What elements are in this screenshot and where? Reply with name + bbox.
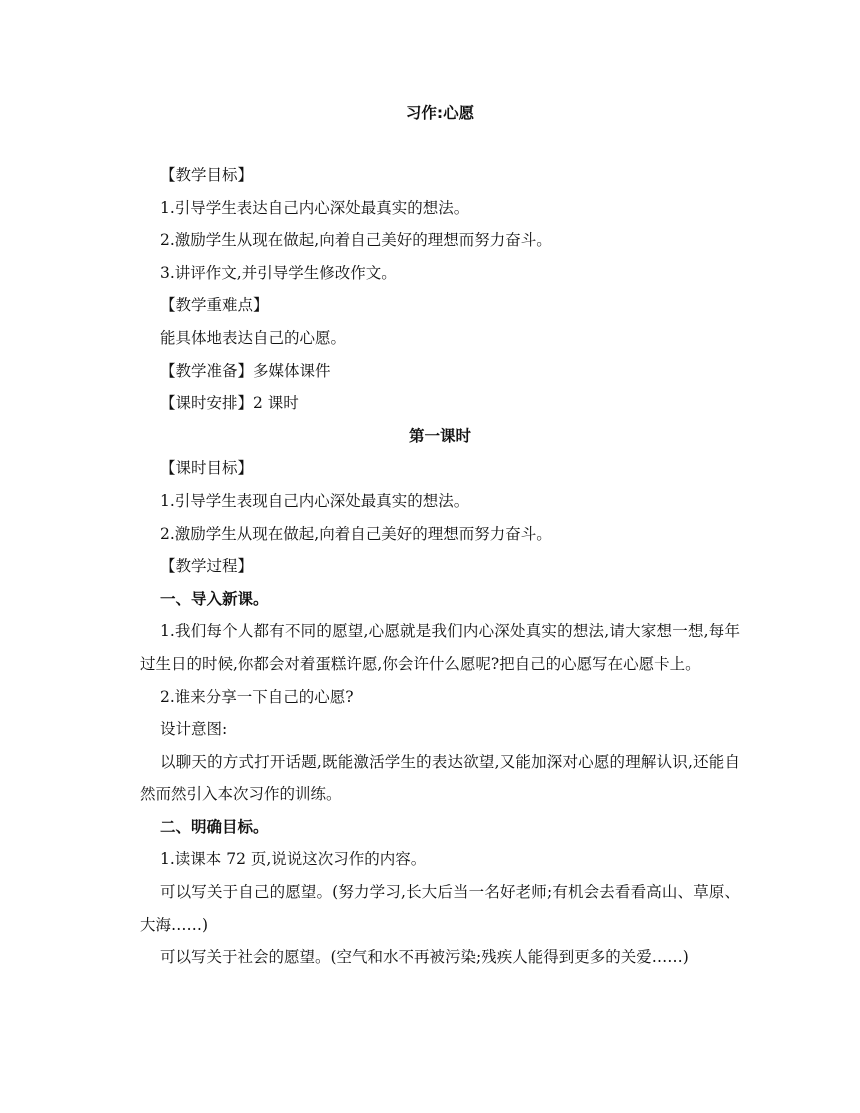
lesson1-objective-item-1: 1.引导学生表现自己内心深处最真实的想法。 bbox=[160, 491, 470, 510]
process-heading: 【教学过程】 bbox=[160, 557, 254, 576]
section2-paragraph-3: 可以写关于社会的愿望。(空气和水不再被污染;残疾人能得到更多的关爱……) bbox=[160, 948, 689, 967]
document-title: 习作:心愿 bbox=[405, 104, 475, 122]
preparation-line: 【教学准备】多媒体课件 bbox=[160, 361, 331, 380]
section2-paragraph-2: 可以写关于自己的愿望。(努力学习,长大后当一名好老师;有机会去看看高山、草原、大海……) bbox=[140, 883, 740, 934]
section2-paragraph-1: 1.读课本 72 页,说说这次习作的内容。 bbox=[160, 850, 427, 869]
section2-heading: 二、明确目标。 bbox=[160, 817, 269, 836]
design-intent-text: 以聊天的方式打开话题,既能激活学生的表达欲望,又能加深对心愿的理解认识,还能自然而然引入本次习作的训练。 bbox=[140, 752, 740, 804]
lesson1-objective-item-2: 2.激励学生从现在做起,向着自己美好的理想而努力奋斗。 bbox=[160, 524, 552, 543]
objective-item-1: 1.引导学生表达自己内心深处最真实的想法。 bbox=[160, 198, 470, 217]
lesson1-objectives-heading: 【课时目标】 bbox=[160, 459, 254, 478]
objective-item-3: 3.讲评作文,并引导学生修改作文。 bbox=[160, 263, 397, 282]
objective-item-2: 2.激励学生从现在做起,向着自己美好的理想而努力奋斗。 bbox=[160, 231, 552, 250]
schedule-line: 【课时安排】2 课时 bbox=[160, 394, 299, 413]
document-body bbox=[140, 98, 740, 974]
section1-paragraph-2: 2.谁来分享一下自己的心愿? bbox=[160, 687, 354, 706]
lesson1-heading: 第一课时 bbox=[408, 426, 471, 445]
section1-heading: 一、导入新课。 bbox=[160, 589, 269, 608]
design-intent-label: 设计意图: bbox=[160, 720, 228, 739]
key-points-text: 能具体地表达自己的心愿。 bbox=[160, 328, 347, 347]
key-points-heading: 【教学重难点】 bbox=[160, 296, 269, 315]
section1-paragraph-1: 1.我们每个人都有不同的愿望,心愿就是我们内心深处真实的想法,请大家想一想,每年过生日的时候,你都会对着蛋糕许愿,你会许什么愿呢?把自己的心愿写在心愿卡上。 bbox=[140, 622, 740, 673]
objectives-heading: 【教学目标】 bbox=[160, 166, 254, 184]
